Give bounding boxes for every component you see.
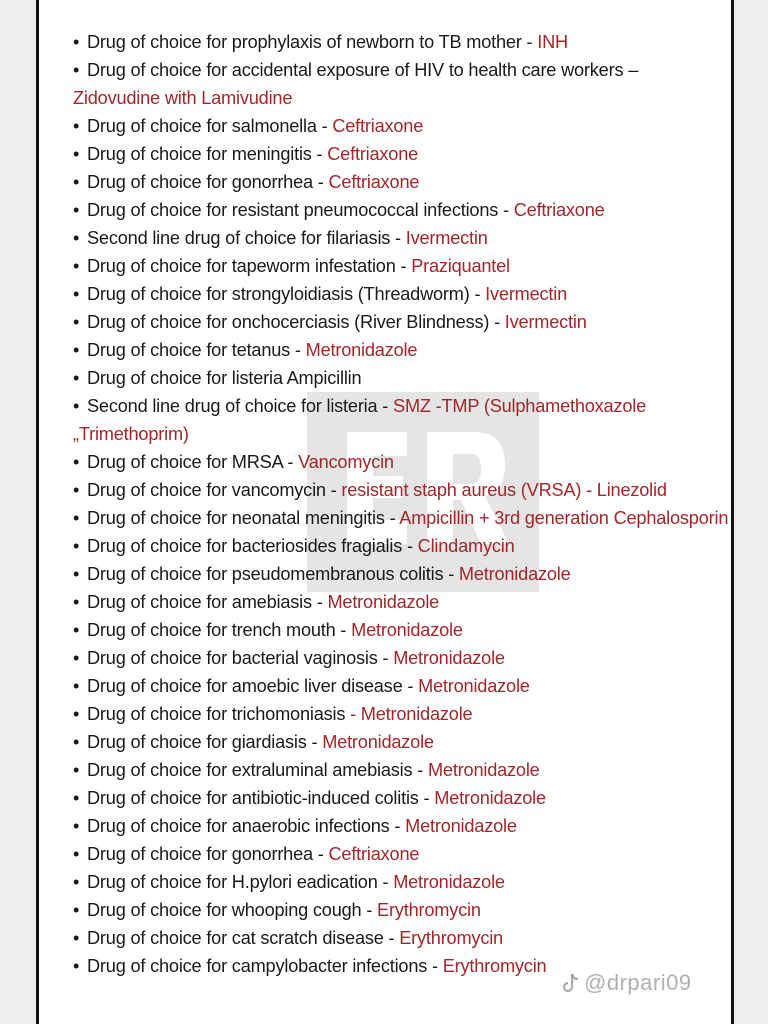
item-question: Drug of choice for gonorrhea - <box>87 844 329 864</box>
bullet-icon: • <box>73 956 80 976</box>
document-sheet <box>36 0 734 1024</box>
bullet-icon: • <box>73 32 80 52</box>
item-answer: Metronidazole <box>434 788 546 808</box>
list-item <box>73 756 729 784</box>
item-question: Drug of choice for meningitis - <box>87 144 328 164</box>
bullet-icon: • <box>73 396 80 416</box>
bullet-icon: • <box>73 536 80 556</box>
bullet-icon: • <box>73 676 80 696</box>
item-question: Second line drug of choice for filariasis - <box>87 228 406 248</box>
list-item <box>73 364 729 392</box>
item-question: Drug of choice for tetanus - <box>87 340 306 360</box>
bullet-icon: • <box>73 704 80 724</box>
item-answer: Ampicillin + 3rd generation Cephalosporin <box>399 508 729 528</box>
list-item <box>73 112 729 140</box>
bullet-icon: • <box>73 284 80 304</box>
item-question: Drug of choice for trench mouth - <box>87 620 352 640</box>
list-item <box>73 280 729 308</box>
item-answer: Erythromycin <box>442 956 547 976</box>
item-answer: Ceftriaxone <box>328 172 420 192</box>
bullet-icon: • <box>73 368 80 388</box>
item-answer: Metronidazole <box>458 564 571 584</box>
list-item <box>73 728 729 756</box>
item-question: Drug of choice for pseudomembranous colitis - <box>87 564 459 584</box>
item-answer: Metronidazole <box>322 732 434 752</box>
list-item <box>73 448 729 476</box>
bullet-icon: • <box>73 788 80 808</box>
list-item <box>73 308 729 336</box>
bullet-icon: • <box>73 60 80 80</box>
item-question: Drug of choice for listeria Ampicillin <box>87 368 362 388</box>
bullet-icon: • <box>73 732 80 752</box>
item-answer: Ceftriaxone <box>332 116 424 136</box>
item-question: Drug of choice for trichomoniasis <box>87 704 351 724</box>
list-item <box>73 588 729 616</box>
item-question: Drug of choice for resistant pneumococcal infections - <box>87 200 514 220</box>
item-answer: SMZ -TMP (Sulphamethoxazole „Trimethoprim) <box>73 396 647 444</box>
item-answer: Metronidazole <box>418 676 530 696</box>
list-item <box>73 56 729 112</box>
item-question: Drug of choice for onchocerciasis (River Blindness) - <box>87 312 505 332</box>
list-item <box>73 924 729 952</box>
list-item <box>73 252 729 280</box>
item-question: Drug of choice for gonorrhea - <box>87 172 329 192</box>
item-answer: Erythromycin <box>399 928 503 948</box>
item-answer: resistant staph aureus (VRSA) - Linezolid <box>341 480 667 500</box>
list-item <box>73 168 729 196</box>
item-answer: Metronidazole <box>305 340 418 360</box>
item-answer: - Metronidazole <box>350 704 473 724</box>
item-answer: Ivermectin <box>405 228 488 248</box>
item-answer: Metronidazole <box>405 816 517 836</box>
list-item <box>73 840 729 868</box>
item-question: Drug of choice for tapeworm infestation - <box>87 256 412 276</box>
item-question: Drug of choice for whooping cough - <box>87 900 378 920</box>
item-question: Drug of choice for campylobacter infections - <box>87 956 443 976</box>
bullet-icon: • <box>73 844 80 864</box>
item-answer: Metronidazole <box>327 592 440 612</box>
item-question: Drug of choice for strongyloidiasis (Threadworm) - <box>87 284 486 304</box>
item-answer: Praziquantel <box>411 256 510 276</box>
list-item <box>73 644 729 672</box>
list-item <box>73 868 729 896</box>
item-question: Drug of choice for salmonella - <box>87 116 333 136</box>
list-item <box>73 476 729 504</box>
item-question: Drug of choice for cat scratch disease - <box>87 928 400 948</box>
list-item <box>73 28 729 56</box>
bullet-icon: • <box>73 760 80 780</box>
bullet-icon: • <box>73 116 80 136</box>
list-item <box>73 336 729 364</box>
bullet-icon: • <box>73 928 80 948</box>
list-item <box>73 616 729 644</box>
item-question: Drug of choice for anaerobic infections - <box>87 816 406 836</box>
item-answer: Ceftriaxone <box>328 844 420 864</box>
bullet-icon: • <box>73 648 80 668</box>
item-answer: Vancomycin <box>298 452 394 472</box>
item-question: Drug of choice for neonatal meningitis - <box>87 508 400 528</box>
list-item <box>73 196 729 224</box>
item-question: Drug of choice for prophylaxis of newborn to TB mother - <box>87 32 538 52</box>
item-question: Drug of choice for bacteriosides fragialis - <box>87 536 418 556</box>
list-item <box>73 896 729 924</box>
item-answer: Zidovudine with Lamivudine <box>73 88 293 108</box>
list-item <box>73 504 729 532</box>
item-answer: Metronidazole <box>393 648 505 668</box>
bullet-icon: • <box>73 480 80 500</box>
list-item <box>73 224 729 252</box>
bullet-icon: • <box>73 564 80 584</box>
bullet-icon: • <box>73 508 80 528</box>
list-item <box>73 672 729 700</box>
item-question: Drug of choice for amebiasis - <box>87 592 328 612</box>
item-question: Drug of choice for vancomycin - <box>87 480 342 500</box>
item-answer: Ceftriaxone <box>327 144 419 164</box>
item-question: Drug of choice for antibiotic-induced colitis - <box>87 788 435 808</box>
bullet-icon: • <box>73 340 80 360</box>
bullet-icon: • <box>73 816 80 836</box>
list-item <box>73 952 729 980</box>
item-question: Drug of choice for amoebic liver disease - <box>87 676 419 696</box>
bullet-icon: • <box>73 172 80 192</box>
bullet-icon: • <box>73 620 80 640</box>
bullet-icon: • <box>73 900 80 920</box>
list-item <box>73 560 729 588</box>
bullet-icon: • <box>73 872 80 892</box>
bullet-icon: • <box>73 228 80 248</box>
item-answer: INH <box>537 32 568 52</box>
item-question: Drug of choice for bacterial vaginosis - <box>87 648 394 668</box>
list-item <box>73 812 729 840</box>
list-item <box>73 392 729 448</box>
drug-of-choice-list <box>73 28 729 980</box>
item-answer: Metronidazole <box>427 760 540 780</box>
item-question: Drug of choice for giardiasis - <box>87 732 323 752</box>
item-answer: Clindamycin <box>417 536 515 556</box>
list-item <box>73 140 729 168</box>
item-answer: Ceftriaxone <box>513 200 605 220</box>
bullet-icon: • <box>73 200 80 220</box>
item-question: Drug of choice for H.pylori eadication - <box>87 872 394 892</box>
item-question: Second line drug of choice for listeria - <box>87 396 394 416</box>
bullet-icon: • <box>73 452 80 472</box>
list-item <box>73 532 729 560</box>
item-answer: Metronidazole <box>393 872 505 892</box>
item-answer: Ivermectin <box>504 312 587 332</box>
bullet-icon: • <box>73 144 80 164</box>
item-answer: Erythromycin <box>377 900 481 920</box>
list-item <box>73 784 729 812</box>
list-item <box>73 700 729 728</box>
bullet-icon: • <box>73 256 80 276</box>
item-question: Drug of choice for accidental exposure of HIV to health care workers – <box>87 60 639 80</box>
item-answer: Ivermectin <box>485 284 568 304</box>
item-answer: Metronidazole <box>351 620 463 640</box>
item-question: Drug of choice for MRSA - <box>87 452 299 472</box>
item-question: Drug of choice for extraluminal amebiasis - <box>87 760 428 780</box>
bullet-icon: • <box>73 312 80 332</box>
bullet-icon: • <box>73 592 80 612</box>
tiktok-handle: @drpari09 <box>584 970 692 995</box>
